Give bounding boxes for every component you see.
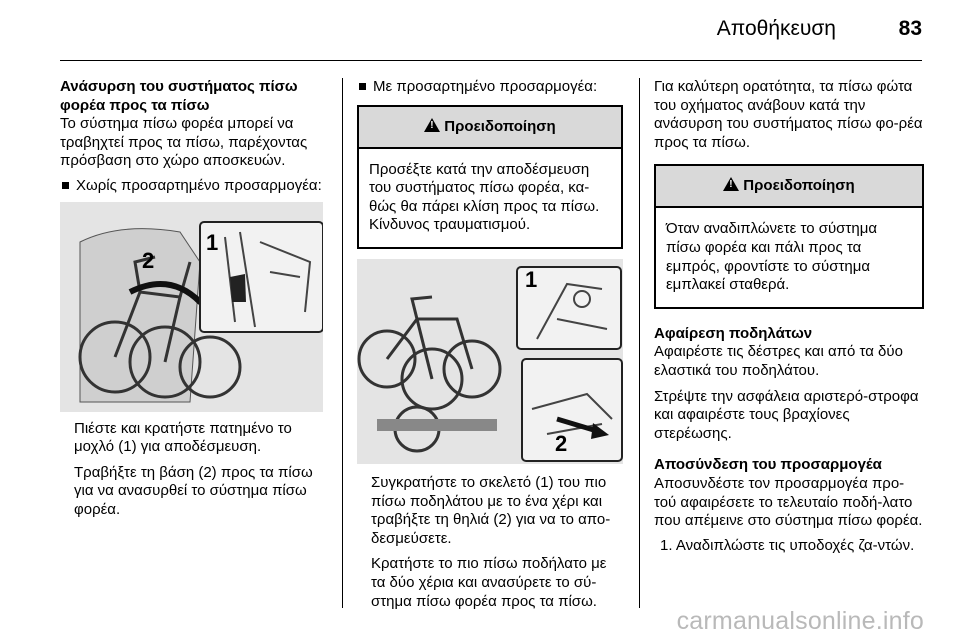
chapter-title: Αποθήκευση	[716, 17, 836, 40]
caption-hold-frame: Συγκρατήστε το σκελετό (1) του πιο πίσω ποδηλάτου με το ένα χέρι και τραβήξτε τη θηλιά (2) για να το απο-δεσμεύσετε.	[371, 473, 611, 547]
warning-box-fold	[654, 164, 924, 308]
intro-text: Το σύστημα πίσω φορέα μπορεί να τραβηχτεί προς τα πίσω, παρέχοντας πρόσβαση στο χώρο αποσκευών.	[60, 115, 308, 170]
section-heading-remove-bikes: Αφαίρεση ποδηλάτων	[654, 324, 813, 342]
warning-text: Προσέξτε κατά την αποδέσμευση του συστήματος πίσω φορέα, κα-θώς θα πάρει κλίση προς τα πίσω. Κίνδυνος τραυματισμού.	[369, 160, 600, 234]
bike-carrier-illustration	[60, 202, 323, 412]
text-disconnect: Αποσυνδέστε τον προσαρμογέα προ-τού αφαιρέσετε το τελευταίο ποδή-λατο που απέμεινε στο σύστημα πίσω φορέα.	[654, 474, 923, 530]
column-right	[654, 78, 924, 555]
text-turn-lock: Στρέψτε την ασφάλεια αριστερό-στροφα και αφαιρέστε τους βραχίονες στερέωσης.	[654, 387, 919, 442]
warning-title: Προειδοποίηση	[743, 177, 855, 195]
caption-hold-bike: Κρατήστε το πιο πίσω ποδήλατο με τα δύο χέρια και ανασύρετε το σύ-στημα πίσω φορέα προς τα πίσω.	[371, 555, 607, 610]
bullet-with-adapter: Με προσαρτημένο προσαρμογέα:	[357, 78, 623, 97]
column-divider-2	[639, 78, 640, 608]
warning-icon	[723, 177, 739, 191]
warning-box-release	[357, 105, 623, 249]
caption-pull-base: Τραβήξτε τη βάση (2) προς τα πίσω για να ανασυρθεί το σύστημα πίσω φορέα.	[74, 463, 313, 518]
page-header	[60, 0, 922, 61]
section-heading-pull-back: Ανάσυρση του συστήματος πίσω φορέα προς τα πίσω	[60, 78, 298, 114]
figure-label-2: 2	[555, 430, 568, 456]
column-left	[60, 78, 330, 520]
figure-label-1: 1	[525, 266, 538, 292]
figure-bike-carrier-pull	[60, 202, 323, 412]
warning-icon	[424, 118, 440, 132]
adapter-illustration	[357, 259, 623, 464]
figure-label-1: 1	[206, 229, 219, 255]
section-heading-disconnect-adapter: Αποσύνδεση του προσαρμογέα	[654, 456, 882, 474]
bullet-without-adapter: Χωρίς προσαρτημένο προσαρμογέα:	[60, 177, 330, 196]
column-divider-1	[342, 78, 343, 608]
warning-title: Προειδοποίηση	[444, 117, 556, 135]
caption-press-lever: Πιέστε και κρατήστε πατημένο το μοχλό (1) για αποδέσμευση.	[74, 419, 292, 456]
intro-visibility: Για καλύτερη ορατότητα, τα πίσω φώτα του οχήματος ανάβουν κατά την ανάσυρση του συστήματος πίσω φο-ρέα προς τα πίσω.	[654, 78, 923, 151]
step-1: 1. Αναδιπλώστε τις υποδοχές ζα-ντών.	[660, 536, 915, 554]
page-number: 83	[898, 17, 922, 40]
figure-adapter-release	[357, 259, 623, 464]
warning-text: Όταν αναδιπλώνετε το σύστημα πίσω φορέα και πάλι προς τα εμπρός, φροντίστε το σύστημα εμπλακεί σταθερά.	[666, 220, 878, 294]
figure-label-2: 2	[142, 247, 155, 273]
watermark: carmanualsonline.info	[676, 607, 924, 635]
text-remove-straps: Αφαιρέστε τις δέστρες και από τα δύο ελαστικά του ποδηλάτου.	[654, 343, 903, 379]
column-middle	[357, 78, 623, 611]
